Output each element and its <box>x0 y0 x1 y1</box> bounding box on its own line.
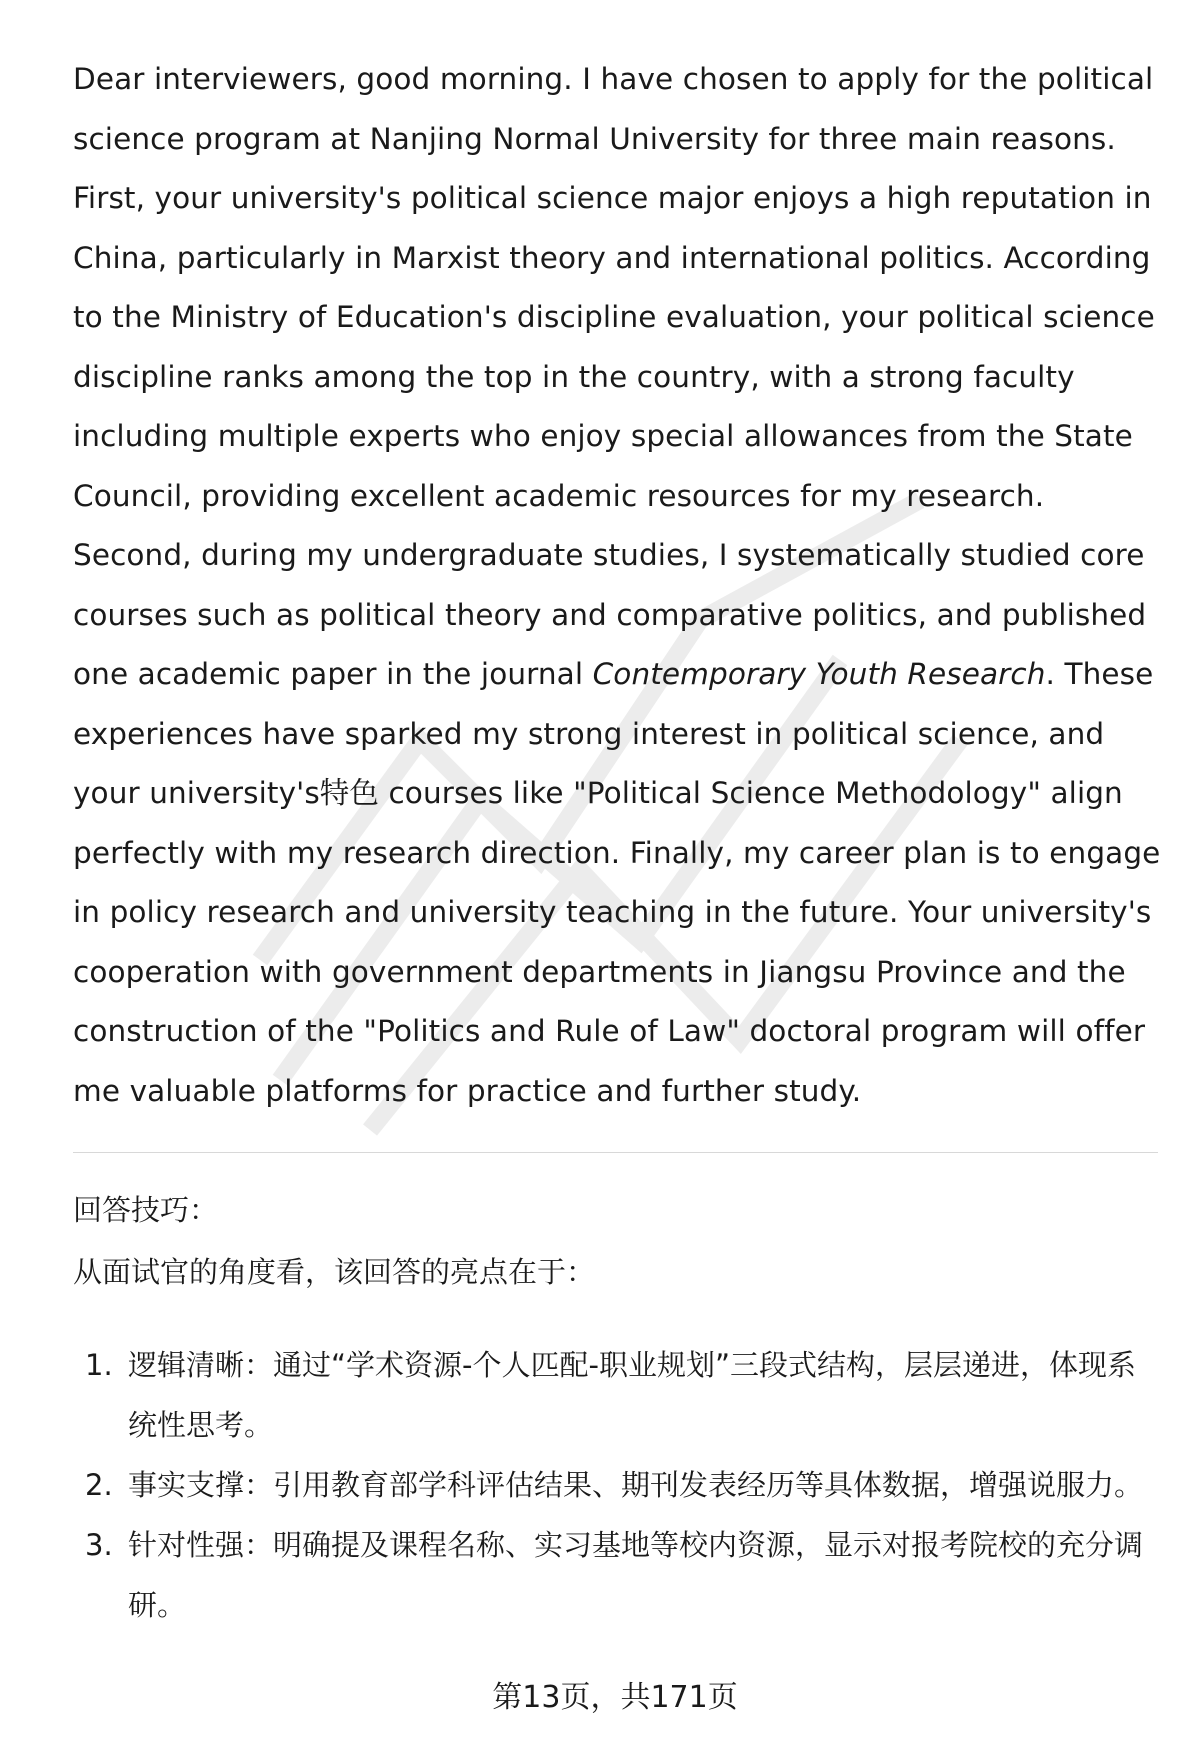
page-number: 第13页，共171页 <box>492 1680 738 1715</box>
list-item-text: 逻辑清晰：通过“学术资源-个人匹配-职业规划”三段式结构，层层递进，体现系统性思考。 <box>128 1348 1136 1442</box>
answer-text-part2: . These experiences have sparked my strong interest in political science, and your university's特色 courses like "Political Science Methodology" align perfectly with my research direction. Finally, my career plan is to engage in policy research and university teaching in the future. Your university's cooperation with government departments in Jiangsu Province and the construction of the "Politics and Rule of Law" doctoral program will offer me valuable platforms for practice and further study. <box>73 657 1161 1108</box>
answer-text-part1: Dear interviewers, good morning. I have chosen to apply for the political science program at Nanjing Normal University for three main reasons. First, your university's political science major enjoys a high reputation in China, particularly in Marxist theory and international politics. According to the Ministry of Education's discipline evaluation, your political science discipline ranks among the top in the country, with a strong faculty including multiple experts who enjoy special allowances from the State Council, providing excellent academic resources for my research. Second, during my undergraduate studies, I systematically studied core courses such as political theory and comparative politics, and published one academic paper in the journal <box>73 62 1155 691</box>
list-number: 3. <box>85 1528 113 1562</box>
highlights-list <box>73 1335 1163 1635</box>
answer-paragraph <box>73 50 1163 1121</box>
section-divider <box>73 1152 1158 1153</box>
list-item <box>73 1515 1163 1635</box>
list-number: 2. <box>85 1468 113 1502</box>
list-number: 1. <box>85 1348 113 1382</box>
list-item <box>73 1335 1163 1455</box>
tips-heading: 回答技巧： <box>73 1193 219 1227</box>
list-item-text: 针对性强：明确提及课程名称、实习基地等校内资源，显示对报考院校的充分调研。 <box>128 1528 1144 1622</box>
list-item-text: 事实支撑：引用教育部学科评估结果、期刊发表经历等具体数据，增强说服力。 <box>128 1468 1144 1502</box>
journal-title: Contemporary Youth Research <box>592 657 1046 691</box>
tips-intro: 从面试官的角度看，该回答的亮点在于： <box>73 1255 596 1289</box>
list-item <box>73 1455 1163 1515</box>
